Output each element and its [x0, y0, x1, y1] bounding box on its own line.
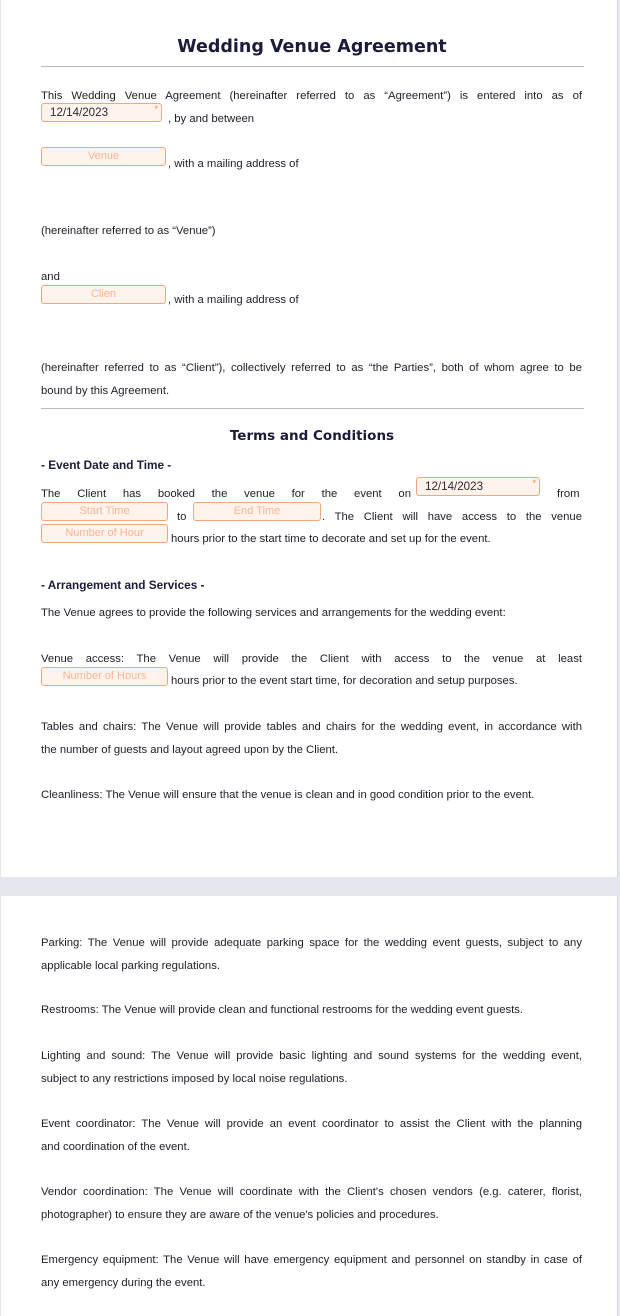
venue-reference-text: (hereinafter referred to as “Venue”) [41, 225, 216, 237]
emergency-line2: any emergency during the event. [41, 1277, 206, 1289]
vendor-line2: photographer) to ensure they are aware of the venue's policies and procedures. [41, 1209, 439, 1221]
venue-address-text: , with a mailing address of [168, 158, 299, 170]
required-asterisk-icon: * [154, 104, 158, 114]
section-divider [41, 408, 584, 409]
start-time-field[interactable]: Start Time [41, 502, 168, 521]
hours-prior-field[interactable]: Number of Hour [41, 524, 168, 543]
venue-name-field[interactable]: Venue [41, 147, 166, 166]
from-text: from [557, 488, 580, 500]
coordinator-line1: Event coordinator: The Venue will provide an event coordinator to assist the Client with the planning [41, 1118, 582, 1130]
parking-line1: Parking: The Venue will provide adequate parking space for the wedding event guests, subject to any [41, 937, 582, 949]
title-divider [41, 66, 584, 67]
restrooms-text: Restrooms: The Venue will provide clean and functional restrooms for the wedding event guests. [41, 1004, 524, 1016]
client-name-field[interactable]: Clien [41, 285, 166, 304]
client-reference-line1: (hereinafter referred to as “Client”), collectively referred to as “the Parties”, both of whom agree to be [41, 362, 582, 374]
venue-access-hours-field[interactable]: Number of Hours [41, 667, 168, 686]
venue-access-line1: Venue access: The Venue will provide the Client with access to the venue at least [41, 653, 582, 665]
lighting-line2: subject to any restrictions imposed by local noise regulations. [41, 1073, 348, 1085]
to-text: to [177, 511, 187, 523]
parking-line2: applicable local parking regulations. [41, 960, 220, 972]
setup-text: hours prior to the start time to decorate and set up for the event. [171, 533, 491, 545]
by-and-between-text: , by and between [168, 113, 255, 125]
client-reference-line2: bound by this Agreement. [41, 385, 170, 397]
tables-line2: the number of guests and layout agreed upon by the Client. [41, 744, 339, 756]
and-text: and [41, 271, 60, 283]
tables-line1: Tables and chairs: The Venue will provide tables and chairs for the wedding event, in accordance with [41, 721, 582, 733]
agreement-date-value: 12/14/2023 [50, 106, 109, 119]
cleanliness-text: Cleanliness: The Venue will ensure that the venue is clean and in good condition prior to the event. [41, 789, 535, 801]
document-page-1 [1, 0, 618, 877]
terms-heading: Terms and Conditions [229, 428, 395, 444]
agreement-date-field[interactable] [41, 103, 162, 122]
event-date-field[interactable] [416, 477, 540, 496]
lighting-line1: Lighting and sound: The Venue will provide basic lighting and sound systems for the wedding event, [41, 1050, 582, 1062]
event-date-value: 12/14/2023 [425, 480, 484, 493]
intro-text: This Wedding Venue Agreement (hereinafter referred to as “Agreement”) is entered into as of [41, 90, 582, 102]
coordinator-line2: and coordination of the event. [41, 1141, 190, 1153]
end-time-field[interactable]: End Time [193, 502, 321, 521]
document-title: Wedding Venue Agreement [177, 37, 447, 57]
event-booked-text: The Client has booked the venue for the event on [41, 488, 411, 500]
venue-access-text: . The Client will have access to the venue [322, 511, 582, 523]
emergency-line1: Emergency equipment: The Venue will have emergency equipment and personnel on standby in case of [41, 1254, 582, 1266]
document-page-2 [1, 896, 618, 1316]
venue-access-line2: hours prior to the event start time, for decoration and setup purposes. [171, 675, 518, 687]
client-address-text: , with a mailing address of [168, 294, 299, 306]
vendor-line1: Vendor coordination: The Venue will coordinate with the Client's chosen vendors (e.g. caterer, florist, [41, 1186, 582, 1198]
required-asterisk-icon: * [532, 478, 536, 488]
arrangement-heading: - Arrangement and Services - [41, 578, 205, 592]
arrangement-intro: The Venue agrees to provide the following services and arrangements for the wedding event: [41, 607, 506, 619]
event-date-heading: - Event Date and Time - [41, 458, 172, 472]
